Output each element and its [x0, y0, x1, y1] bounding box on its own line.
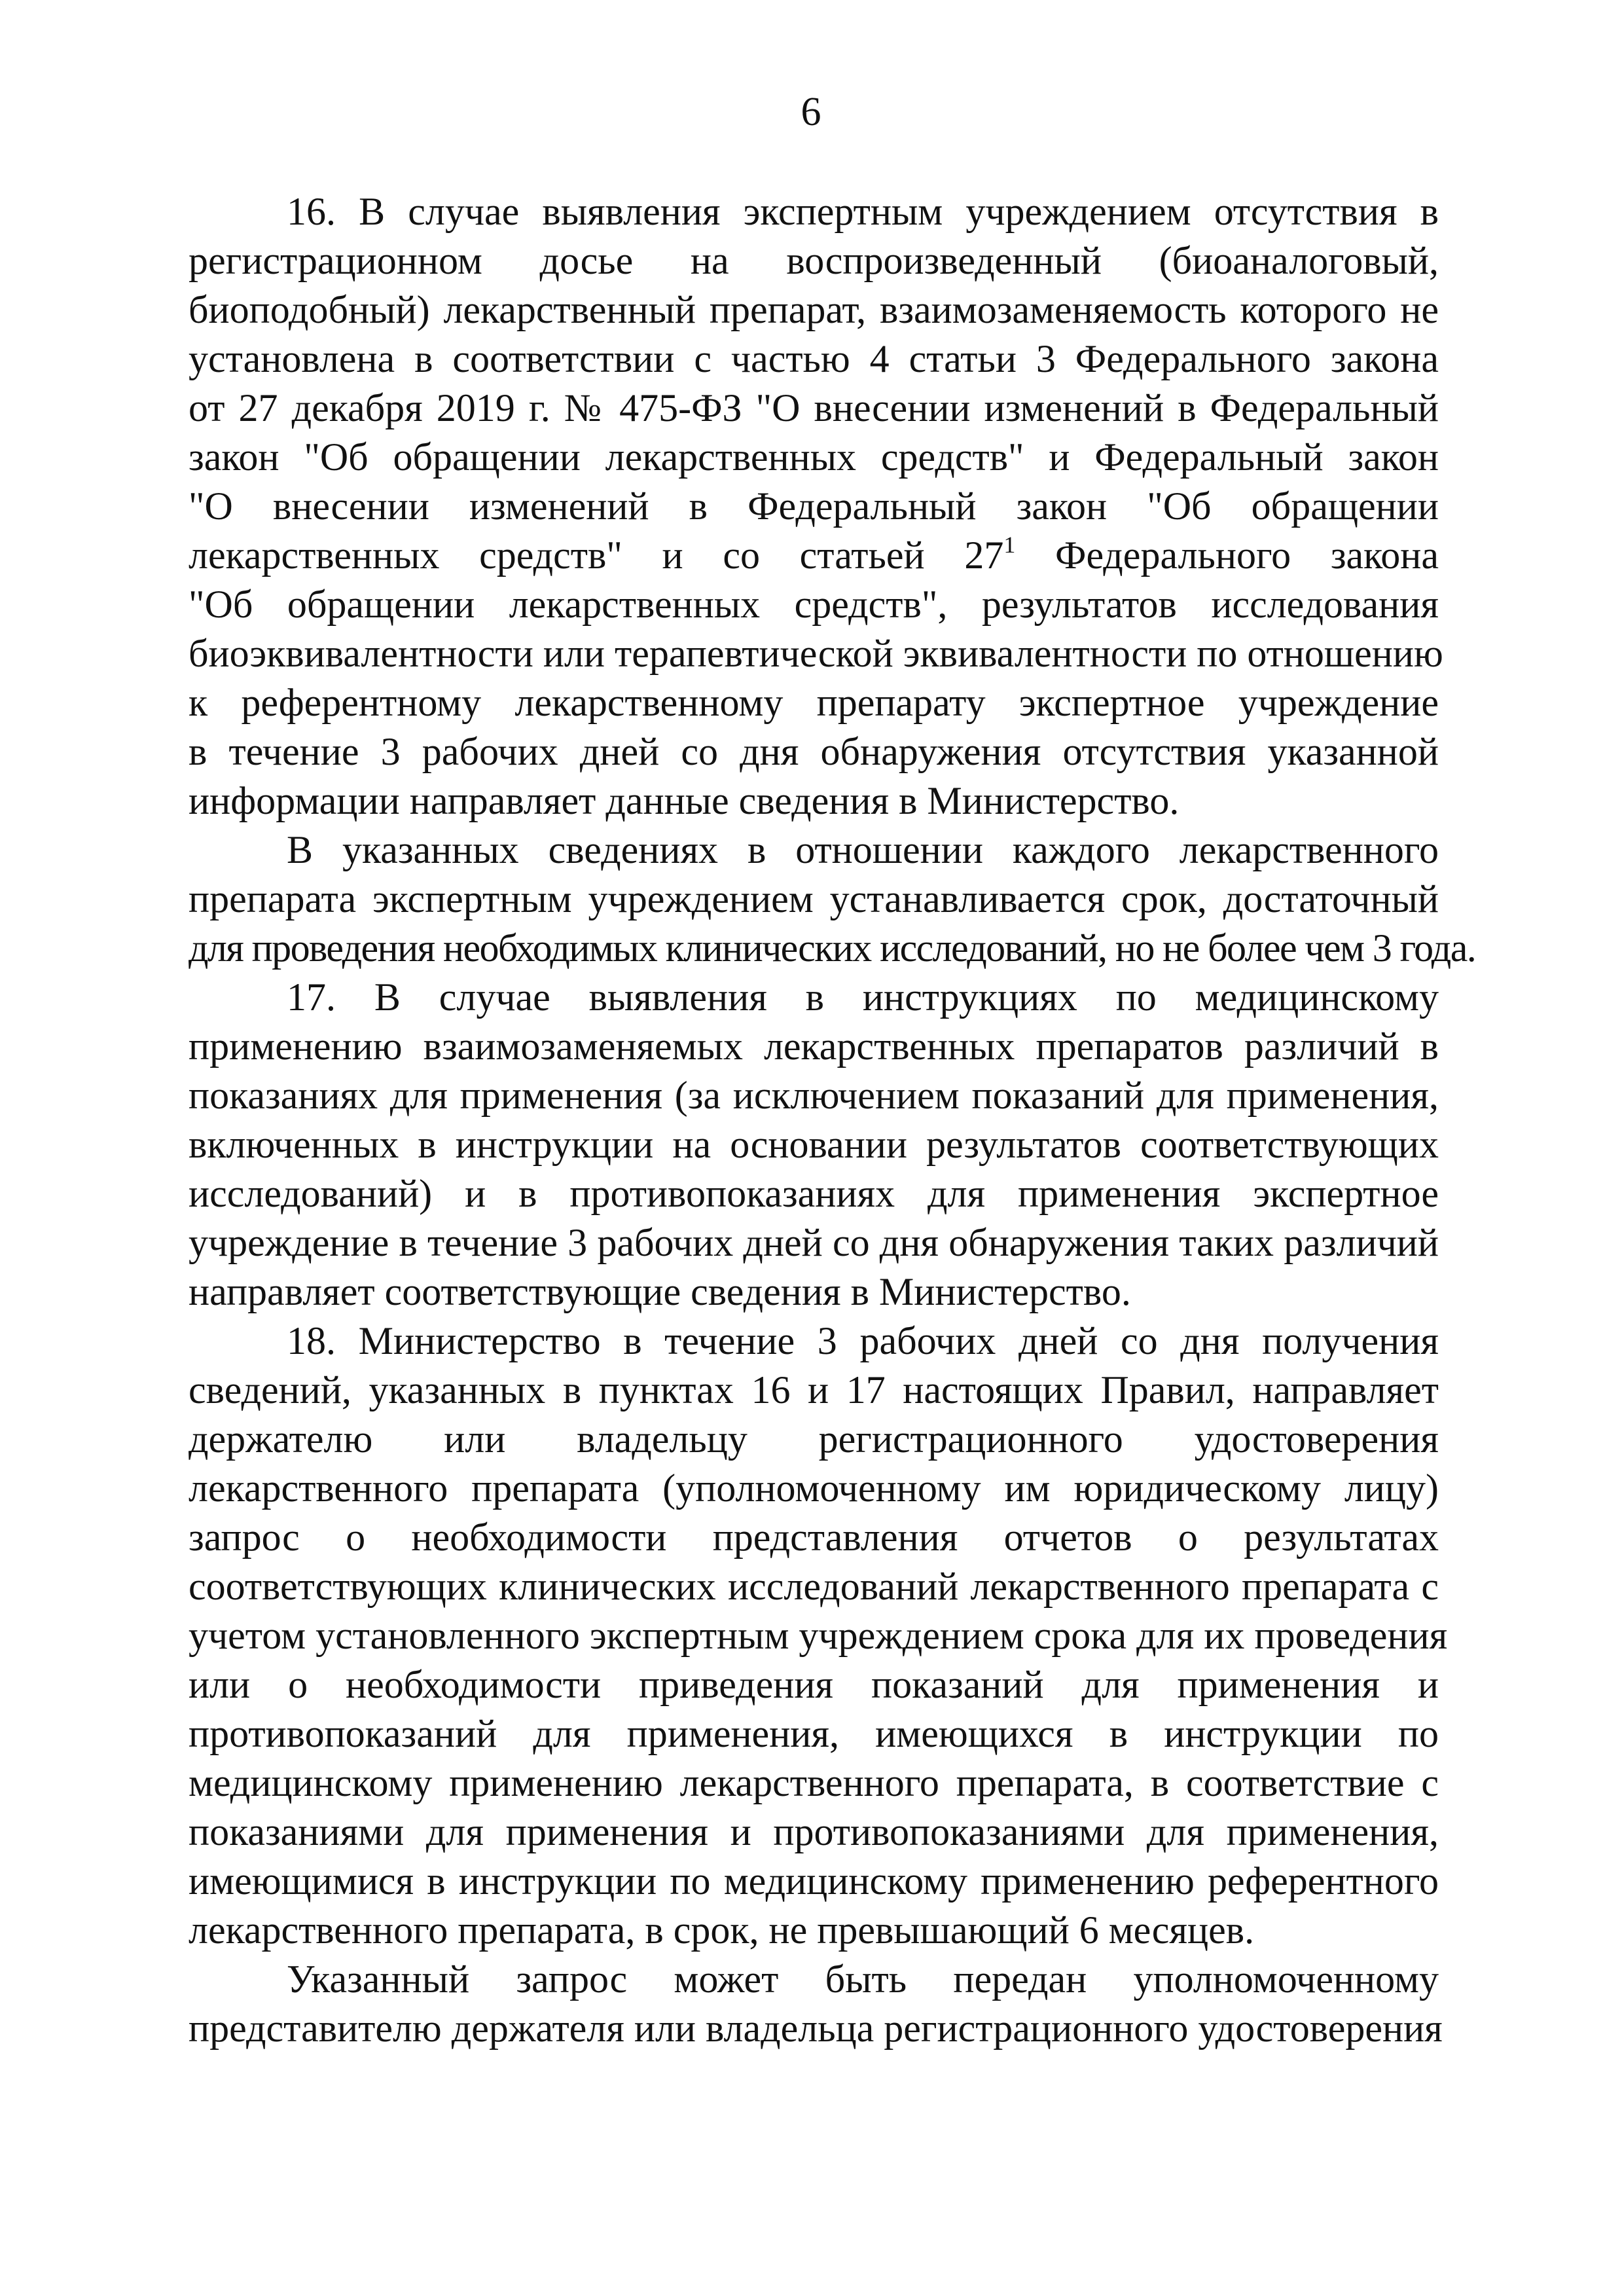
- line-text-tail: Федерального закона: [1015, 534, 1439, 577]
- text-line: препарата экспертным учреждением устанавливается срок, достаточный: [189, 877, 1439, 920]
- line-text: 18. Министерство в течение 3 рабочих дней со дня получения: [287, 1319, 1439, 1362]
- page-number: 6: [801, 90, 821, 134]
- text-line: [189, 1955, 1439, 2004]
- text-line: показаниями для применения и противопоказаниями для применения,: [189, 1810, 1439, 1853]
- text-line: учетом установленного экспертным учреждением срока для их проведения: [189, 1614, 1448, 1657]
- text-line: [189, 1317, 1439, 1366]
- text-line: направляет соответствующие сведения в Министерство.: [189, 1270, 1131, 1313]
- article-superscript: 1: [1003, 532, 1016, 558]
- line-text: В указанных сведениях в отношении каждого лекарственного: [287, 828, 1439, 871]
- text-line: исследований) и в противопоказаниях для применения экспертное: [189, 1172, 1439, 1215]
- paragraph-18: [189, 1317, 1448, 1955]
- text-line: или о необходимости приведения показаний для применения и: [189, 1663, 1439, 1706]
- text-line: регистрационном досье на воспроизведенный (биоаналоговый,: [189, 239, 1439, 282]
- text-line: показаниях для применения (за исключением показаний для применения,: [189, 1074, 1439, 1117]
- text-line: установлена в соответствии с частью 4 статьи 3 Федерального закона: [189, 337, 1439, 380]
- text-line: от 27 декабря 2019 г. № 475-ФЗ "О внесении изменений в Федеральный: [189, 386, 1439, 429]
- text-line: лекарственного препарата, в срок, не превышающий 6 месяцев.: [189, 1908, 1255, 1952]
- text-line: [189, 187, 1439, 236]
- text-line: сведений, указанных в пунктах 16 и 17 настоящих Правил, направляет: [189, 1368, 1439, 1412]
- text-line: применению взаимозаменяемых лекарственных препаратов различий в: [189, 1025, 1439, 1068]
- line-text: 17. В случае выявления в инструкциях по медицинскому: [287, 975, 1439, 1019]
- text-line: медицинскому применению лекарственного препарата, в соответствие с: [189, 1761, 1439, 1804]
- text-line: "Об обращении лекарственных средств", результатов исследования: [189, 583, 1439, 626]
- text-line: учреждение в течение 3 рабочих дней со дня обнаружения таких различий: [189, 1221, 1439, 1264]
- paragraph-16-continuation: [189, 826, 1476, 973]
- text-line: [189, 826, 1439, 875]
- document-body: [189, 187, 1476, 2053]
- paragraph-17: [189, 973, 1439, 1317]
- text-line: держателю или владельцу регистрационного удостоверения: [189, 1417, 1439, 1461]
- line-text: лекарственных средств" и со статьей 27: [189, 534, 1004, 577]
- text-line: представителю держателя или владельца регистрационного удостоверения: [189, 2007, 1443, 2050]
- text-line: запрос о необходимости представления отчетов о результатах: [189, 1516, 1439, 1559]
- text-line: биоэквивалентности или терапевтической эквивалентности по отношению: [189, 632, 1443, 675]
- line-text: Указанный запрос может быть передан уполномоченному: [287, 1958, 1439, 2001]
- text-line: в течение 3 рабочих дней со дня обнаружения отсутствия указанной: [189, 730, 1439, 773]
- text-line: биоподобный) лекарственный препарат, взаимозаменяемость которого не: [189, 288, 1439, 331]
- text-line: информации направляет данные сведения в Министерство.: [189, 779, 1180, 822]
- line-text: 16. В случае выявления экспертным учреждением отсутствия в: [287, 190, 1439, 233]
- text-line: закон "Об обращении лекарственных средств" и Федеральный закон: [189, 435, 1439, 479]
- paragraph-16: [189, 187, 1443, 826]
- text-line: включенных в инструкции на основании результатов соответствующих: [189, 1123, 1439, 1166]
- text-line: противопоказаний для применения, имеющихся в инструкции по: [189, 1712, 1439, 1755]
- text-line: [189, 531, 1439, 580]
- text-line: к референтному лекарственному препарату экспертное учреждение: [189, 681, 1439, 724]
- text-line: "О внесении изменений в Федеральный закон "Об обращении: [189, 484, 1439, 528]
- text-line: имеющимися в инструкции по медицинскому применению референтного: [189, 1859, 1439, 1903]
- text-line: [189, 973, 1439, 1022]
- text-line: лекарственного препарата (уполномоченному им юридическому лицу): [189, 1467, 1439, 1510]
- paragraph-18-continuation: [189, 1955, 1443, 2053]
- text-line: соответствующих клинических исследований лекарственного препарата с: [189, 1565, 1439, 1608]
- text-line: для проведения необходимых клинических исследований, но не более чем 3 года.: [189, 926, 1476, 970]
